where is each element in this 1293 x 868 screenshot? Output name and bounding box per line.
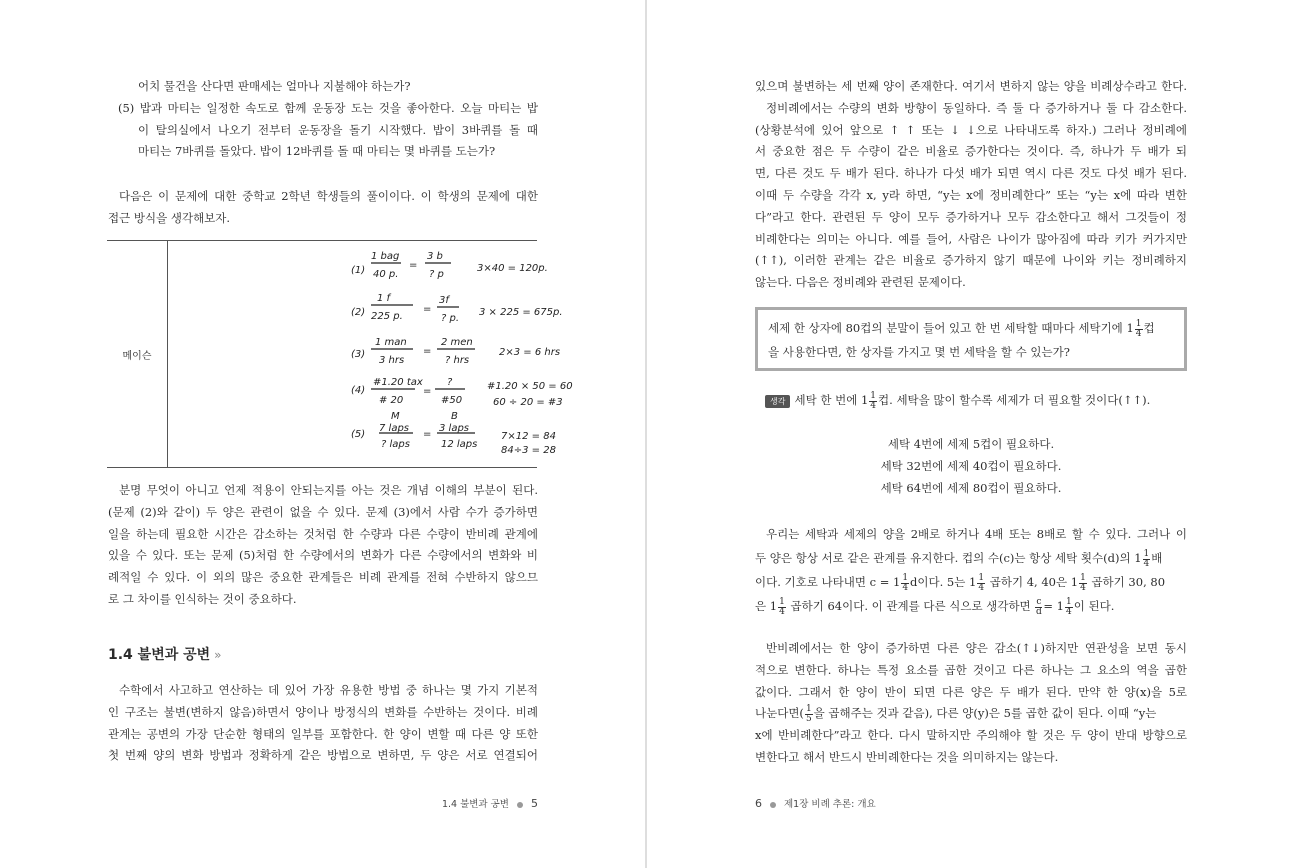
hw-3-e: 2×3 = 6 hrs	[499, 347, 561, 358]
numerator: 1	[805, 703, 812, 714]
heading-arrow-icon: »	[214, 648, 222, 662]
inverse-paragraph	[755, 638, 1187, 769]
problem-line-1-end: 컵	[1143, 321, 1155, 335]
hw-5-d: 3 laps	[439, 423, 470, 434]
left-page	[0, 0, 646, 868]
page-number: 6	[755, 797, 762, 810]
hw-2-d: ? p.	[441, 313, 460, 324]
hw-5-c: ? laps	[381, 439, 410, 450]
denominator: 4	[902, 582, 909, 593]
text-seg: 곱하기 4, 40은 1	[986, 575, 1079, 589]
problem-line-2: 을 사용한다면, 한 상자를 가지고 몇 번 세탁을 할 수 있는가?	[768, 345, 1070, 359]
text-seg: = 1	[1043, 599, 1064, 613]
numerator: 1	[978, 572, 985, 583]
text-line: 관계는 공변의 가장 단순한 형태의 일부를 포함한다. 한 양이 변할 때 다른 양 또한	[108, 726, 538, 741]
hw-eq: =	[423, 386, 432, 397]
text-line: (문제 (2)와 같이) 두 양은 관련이 없을 수 있다. 문제 (3)에서 사람 수가 증가하면	[108, 504, 538, 519]
hw-2-e: 3 × 225 = 675p.	[479, 307, 563, 318]
hw-4-b: # 20	[379, 395, 404, 406]
hw-1-num: (1)	[351, 265, 366, 276]
numerator: 1	[779, 596, 785, 607]
numerator: c	[1036, 596, 1042, 607]
text-line: 있으며 불변하는 세 번째 양이 존재한다. 여기서 변하지 않는 양을 비례상수라고 한다.	[755, 79, 1187, 93]
proportion-paragraph	[755, 76, 1187, 294]
text-line: x에 반비례한다”라고 한다. 다시 말하지만 주의해야 할 것은 두 양이 반대 방향으로	[755, 728, 1187, 743]
analysis-paragraph	[108, 480, 538, 611]
text-line: 이때 두 수량을 각각 x, y라 하면, “y는 x에 정비례한다” 또는 “y는 x에 따라 변한	[755, 187, 1187, 202]
hw-5-e: 12 laps	[441, 439, 478, 450]
hw-4-d: #50	[441, 395, 463, 406]
hw-1-b: 40 p.	[373, 269, 399, 280]
hw-5-g: 84÷3 = 28	[501, 445, 556, 456]
text-line: (↑↑), 이러한 관계는 같은 비율로 증가하지 않기 때문에 나이와 키는 정비례하지	[755, 253, 1187, 268]
hw-3-a: 1 man	[375, 337, 407, 348]
section-heading	[108, 644, 222, 664]
text-line: 접근 방식을 생각해보자.	[108, 210, 231, 225]
text-seg: 을 곱해주는 것과 같음), 다른 양(y)은 5를 곱한 값이 된다. 이때 “y는	[813, 706, 1157, 721]
text-line: 있을 수 있다. 또는 문제 (5)처럼 한 수량에서의 변화가 다른 수량에서의 변화와 비	[108, 548, 538, 563]
section-title: 1.4 불변과 공변	[108, 647, 211, 663]
hw-5-num: (5)	[351, 429, 366, 440]
think-text-a: 세탁 한 번에 1	[794, 393, 869, 407]
denominator: 4	[1065, 606, 1072, 617]
denominator: 4	[1143, 558, 1150, 569]
text-seg: 이 된다.	[1073, 599, 1115, 613]
hw-1-e: 3×40 = 120p.	[477, 263, 548, 274]
hw-2-num: (2)	[351, 307, 366, 318]
denominator: 4	[1135, 328, 1142, 339]
numerator: 1	[1135, 318, 1142, 329]
left-footer	[442, 796, 538, 810]
text-line: 례적일 수 있다. 이 외의 많은 중요한 관계들은 비례 관계를 전혀 수반하지 않으므	[108, 570, 538, 585]
wash-list	[755, 434, 1187, 499]
problem-box	[755, 307, 1187, 371]
fraction-c-over-d	[1035, 598, 1042, 617]
text-line: (5) 밥과 마티는 일정한 속도로 함께 운동장 도는 것을 좋아한다. 오늘 마티는 밥	[118, 100, 538, 115]
text-seg: 배	[1151, 551, 1163, 565]
page-number: 5	[531, 797, 538, 810]
denominator: 4	[978, 582, 985, 593]
text-line: 수학에서 사고하고 연산하는 데 있어 가장 유용한 방법 중 하나는 몇 가지 기본적	[119, 683, 538, 697]
text-seg: 두 양은 항상 서로 같은 관계를 유지한다. 컵의 수(c)는 항상 세탁 횟수(d)의 1	[755, 551, 1142, 565]
numerator: 1	[870, 390, 877, 401]
hw-5-m: M	[391, 411, 400, 422]
section-paragraph	[108, 680, 538, 767]
text-line: 이 탈의실에서 나오기 전부터 운동장을 돌기 시작했다. 밥이 3바퀴를 돌 때	[138, 122, 538, 137]
hw-2-a: 1 f	[377, 293, 391, 304]
exercise-continuation	[108, 76, 538, 163]
text-line: 첫 번째 양의 변화 방법과 정확하게 같은 방법으로 변하면, 두 양은 서로 연결되어	[108, 748, 538, 763]
numerator: 1	[1065, 596, 1072, 607]
student-solution-table	[107, 240, 573, 468]
denominator: d	[1035, 606, 1042, 617]
text-line: 일을 하는데 필요한 시간은 감소하는 것처럼 한 수량과 다른 수량이 반비례 관계에	[108, 526, 538, 541]
text-seg: d이다. 5는 1	[910, 575, 977, 589]
hw-4-e: #1.20 × 50 = 60	[487, 381, 573, 392]
handwritten-solutions	[169, 241, 573, 467]
text-line: 우리는 세탁과 세제의 양을 2배로 하거나 4배 또는 8배로 할 수 있다. 그러나 이	[766, 527, 1187, 541]
text-line: 인 구조는 불변(변하지 않음)하면서 양이나 방정식의 변화를 수반하는 것이다. 비례	[108, 704, 538, 719]
text-line: 분명 무엇이 아니고 언제 적용이 안되는지를 아는 것은 개념 이해의 부분이 된다.	[119, 483, 538, 497]
text-seg: 나눈다면(	[755, 706, 804, 721]
fraction-quarter	[778, 598, 786, 617]
text-line: 마티는 7바퀴를 돌았다. 밥이 12바퀴를 돌 때 마티는 몇 바퀴를 도는가?	[138, 144, 496, 159]
hw-5-b: B	[451, 411, 458, 422]
hw-4-a: #1.20 tax	[373, 377, 423, 388]
fraction-quarter	[901, 574, 909, 593]
text-line: 않는다. 다음은 정비례와 관련된 문제이다.	[755, 275, 966, 290]
text-line: 반비례에서는 한 양이 증가하면 다른 양은 감소(↑↓)하지만 연관성을 보면 동시	[766, 641, 1187, 655]
hw-4-num: (4)	[351, 385, 366, 396]
hw-eq: =	[423, 429, 432, 440]
text-seg: 곱하기 64이다. 이 관계를 다른 식으로 생각하면	[786, 599, 1031, 613]
think-line	[765, 390, 1195, 412]
hw-1-d: ? p	[429, 269, 444, 280]
fraction-quarter	[869, 392, 877, 411]
hw-3-d: ? hrs	[445, 355, 470, 366]
right-page	[648, 0, 1293, 868]
fraction-quarter	[1135, 320, 1143, 339]
numerator: 1	[1080, 572, 1086, 583]
hw-4-f: 60 ÷ 20 = #3	[493, 397, 563, 408]
think-text-b: 컵. 세탁을 많이 할수록 세제가 더 필요할 것이다(↑↑).	[878, 393, 1151, 407]
hw-1-c: 3 b	[427, 251, 443, 262]
list-item: 세탁 4번에 세제 5컵이 필요하다.	[887, 437, 1055, 451]
denominator: 4	[870, 400, 877, 411]
text-seg: 곱하기 30, 80	[1087, 575, 1166, 589]
numerator: 1	[1143, 548, 1150, 559]
denominator: 4	[1080, 582, 1086, 593]
right-footer	[755, 796, 876, 810]
student-name-cell: 메이슨	[107, 241, 168, 467]
problem-line-1: 세제 한 상자에 80컵의 분말이 들어 있고 한 번 세탁할 때마다 세탁기에 1	[768, 321, 1134, 335]
hw-eq: =	[423, 304, 432, 315]
intro-paragraph	[108, 186, 538, 230]
text-line: 다음은 이 문제에 대한 중학교 2학년 학생들의 풀이이다. 이 학생의 문제에 대한	[119, 189, 538, 203]
text-line: (상황분석에 있어 앞으로 ↑ ↑ 또는 ↓ ↓으로 나타내도록 하자.) 그러나 정비례에	[755, 122, 1187, 137]
text-line: 어치 물건을 산다면 판매세는 얼마나 지불해야 하는가?	[138, 79, 411, 93]
text-line: 비례한다는 의미는 아니다. 예를 들어, 사람은 나이가 많아짐에 따라 키가 커가지만	[755, 231, 1187, 246]
denominator: 5	[805, 713, 812, 724]
fraction-quarter	[1143, 550, 1151, 569]
list-item: 세탁 64번에 세제 80컵이 필요하다.	[880, 480, 1062, 495]
think-badge: 생각	[765, 395, 790, 408]
hw-5-a: 7 laps	[379, 423, 410, 434]
hw-eq: =	[423, 346, 432, 357]
footer-title: 제1장 비례 추론: 개요	[784, 799, 876, 810]
relation-paragraph	[755, 522, 1187, 618]
hw-eq: =	[409, 260, 418, 271]
text-seg: 이다. 기호로 나타내면 c = 1	[755, 575, 901, 589]
text-line: 정비례에서는 수량의 변화 방향이 동일하다. 즉 둘 다 증가하거나 둘 다 감소한다.	[766, 100, 1187, 115]
hw-1-a: 1 bag	[371, 251, 400, 262]
denominator: 4	[779, 606, 785, 617]
problem-text	[768, 316, 1178, 364]
hw-3-num: (3)	[351, 349, 366, 360]
hw-2-b: 225 p.	[371, 311, 403, 322]
text-line: 면, 다른 것도 두 배가 된다. 하나가 다섯 배가 되면 역시 다른 것도 다섯 배가 된다.	[755, 166, 1187, 181]
hw-5-f: 7×12 = 84	[501, 431, 556, 442]
hw-4-c: ?	[447, 377, 453, 388]
text-line: 적으로 변한다. 하나는 특정 요소를 곱한 것이고 다른 하나는 그 요소의 역을 곱한	[755, 662, 1187, 677]
text-line: 변한다고 해서 반드시 반비례한다는 것을 의미하지는 않는다.	[755, 749, 1059, 764]
footer-dot-icon	[517, 802, 523, 808]
text-line: 서 중요한 점은 두 수량이 같은 비율로 증가한다는 것이다. 즉, 하나가 두 배가 되	[755, 144, 1187, 159]
text-line: 로 그 차이를 인식하는 것이 중요하다.	[108, 591, 297, 606]
text-line: 다”라고 한다. 관련된 두 양이 모두 증가하거나 모두 감소한다고 해서 그것들이 정	[755, 209, 1187, 224]
footer-dot-icon	[770, 802, 776, 808]
text-line: 값이다. 그래서 한 양이 반이 되면 다른 양은 두 배가 된다. 만약 한 양(x)을 5로	[755, 684, 1187, 699]
footer-title: 1.4 불변과 공변	[441, 799, 509, 810]
fraction-quarter	[1065, 598, 1073, 617]
fraction-fifth	[805, 705, 813, 724]
list-item: 세탁 32번에 세제 40컵이 필요하다.	[880, 458, 1062, 473]
fraction-quarter	[977, 574, 985, 593]
fraction-quarter	[1079, 574, 1087, 593]
numerator: 1	[902, 572, 909, 583]
hw-3-b: 3 hrs	[379, 355, 405, 366]
text-seg: 은 1	[755, 599, 778, 613]
hw-2-c: 3f	[439, 295, 449, 306]
hw-3-c: 2 men	[441, 337, 473, 348]
